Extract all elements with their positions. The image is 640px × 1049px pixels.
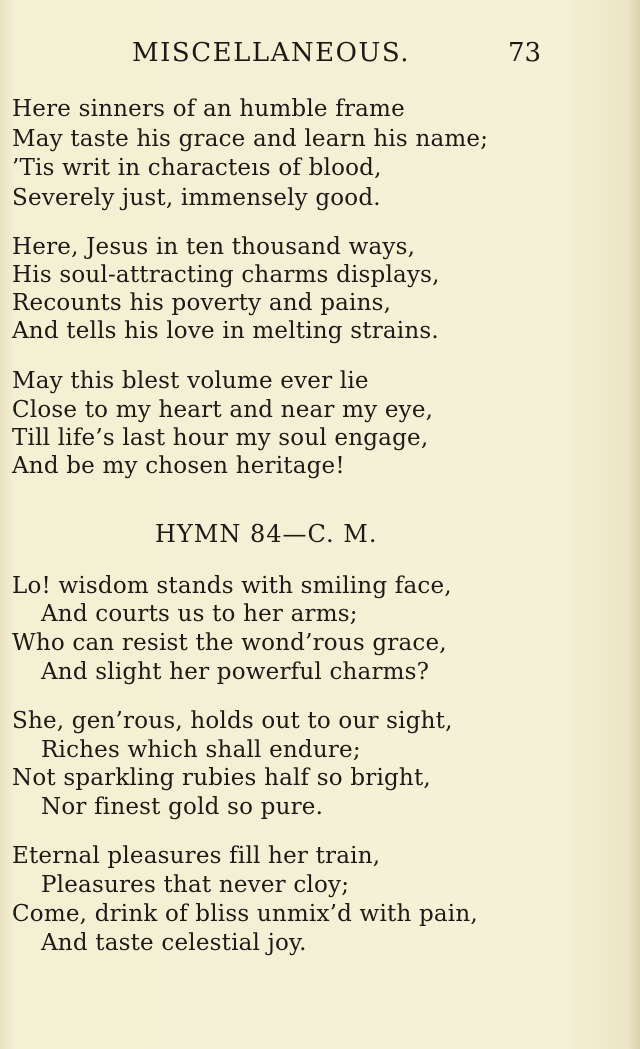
- verse-line: Here, Jesus in ten thousand ways,: [12, 234, 416, 260]
- verse-line: Eternal pleasures fill her train,: [12, 843, 381, 869]
- verse-line: Recounts his poverty and pains,: [12, 290, 392, 316]
- verse-line: She, gen’rous, holds out to our sight,: [12, 708, 453, 734]
- running-header: [0, 38, 640, 74]
- verse-line: Here sinners of an humble frame: [12, 96, 405, 122]
- page-number: 73: [508, 38, 542, 68]
- verse-line: Severely just, immensely good.: [12, 185, 381, 211]
- hymn-title: HYMN 84—C. M.: [155, 520, 378, 548]
- verse-line: And slight her powerful charms?: [41, 659, 430, 685]
- verse-line: Not sparkling rubies half so bright,: [12, 765, 431, 791]
- verse-line: Lo! wisdom stands with smiling face,: [12, 573, 452, 599]
- verse-line: Riches which shall endure;: [41, 737, 361, 763]
- verse-line: And courts us to her arms;: [41, 601, 358, 627]
- verse-line: Pleasures that never cloy;: [41, 872, 350, 898]
- verse-line: May taste his grace and learn his name;: [12, 126, 489, 152]
- verse-line: May this blest volume ever lie: [12, 368, 369, 394]
- verse-line: Close to my heart and near my eye,: [12, 397, 434, 423]
- verse-line: His soul-attracting charms displays,: [12, 262, 440, 288]
- verse-line: ’Tis writ in characteıs of blood,: [12, 155, 382, 181]
- verse-line: Come, drink of bliss unmix’d with pain,: [12, 901, 478, 927]
- verse-line: Nor finest gold so pure.: [41, 794, 324, 820]
- verse-line: Till life’s last hour my soul engage,: [12, 425, 429, 451]
- header-title: MISCELLANEOUS.: [132, 38, 410, 68]
- verse-line: And taste celestial joy.: [41, 930, 307, 956]
- verse-line: And tells his love in melting strains.: [12, 318, 439, 344]
- verse-line: Who can resist the wond’rous grace,: [12, 630, 447, 656]
- verse-line: And be my chosen heritage!: [12, 453, 345, 479]
